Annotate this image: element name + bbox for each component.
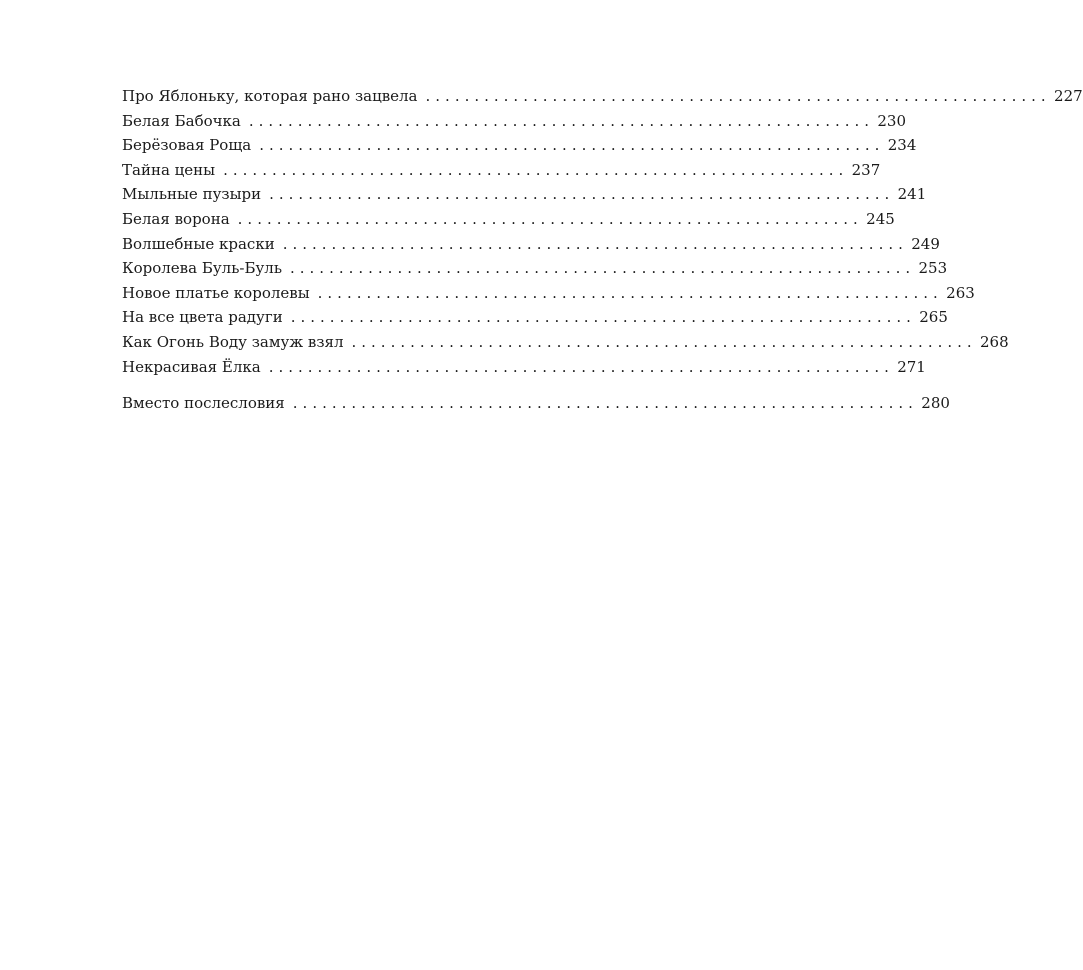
dot-leader: ................................................................ xyxy=(269,185,895,204)
toc-entry-page: 227 xyxy=(1054,87,1083,105)
toc-entry-page: 234 xyxy=(887,136,917,155)
toc-entry-title: Новое платье королевы xyxy=(122,283,310,302)
toc-entry xyxy=(122,256,948,281)
dot-leader: ................................................................ xyxy=(425,87,1051,105)
toc-entry xyxy=(122,109,907,134)
toc-entry-title: Про Яблоньку, которая рано зацвела xyxy=(122,87,418,105)
toc-entry-title: Белая ворона xyxy=(122,209,230,228)
toc-entry-page: 245 xyxy=(866,209,895,228)
toc-entry xyxy=(122,391,950,416)
toc-entry xyxy=(122,182,927,207)
toc-entry xyxy=(122,281,975,306)
toc-entry xyxy=(122,84,1083,109)
toc-entry-title: Тайна цены xyxy=(122,160,216,179)
toc-entry-page: 241 xyxy=(897,185,927,204)
toc-entry xyxy=(122,355,926,380)
dot-leader: ................................................................ xyxy=(290,308,916,327)
toc-entry-page: 268 xyxy=(980,332,1009,351)
dot-leader: ................................................................ xyxy=(237,209,863,228)
toc-group-stories xyxy=(122,84,1083,379)
toc-entry xyxy=(122,158,881,183)
dot-leader: ................................................................ xyxy=(282,234,908,253)
toc-entry-title: На все цвета радуги xyxy=(122,308,283,327)
dot-leader: ................................................................ xyxy=(290,259,916,278)
toc-entry-title: Берёзовая Роща xyxy=(122,136,252,155)
table-of-contents xyxy=(122,84,1083,416)
toc-entry-title: Королева Буль-Буль xyxy=(122,259,282,278)
toc-entry xyxy=(122,207,895,232)
dot-leader: ................................................................ xyxy=(317,283,943,302)
toc-entry-page: 253 xyxy=(918,259,948,278)
toc-entry-page: 271 xyxy=(897,357,926,376)
toc-entry-title: Вместо послесловия xyxy=(122,394,285,413)
toc-entry xyxy=(122,330,1009,355)
dot-leader: ................................................................ xyxy=(248,111,875,130)
toc-entry-title: Некрасивая Ёлка xyxy=(122,357,261,376)
toc-entry-page: 249 xyxy=(911,234,940,253)
toc-entry-title: Как Огонь Воду замуж взял xyxy=(122,332,344,351)
toc-entry xyxy=(122,232,940,257)
toc-entry-title: Белая Бабочка xyxy=(122,111,241,130)
toc-entry xyxy=(122,133,917,158)
dot-leader: ................................................................ xyxy=(223,160,849,179)
toc-entry-page: 237 xyxy=(851,160,881,179)
toc-entry-page: 265 xyxy=(919,308,948,327)
dot-leader: ................................................................ xyxy=(268,357,894,376)
toc-entry-title: Волшебные краски xyxy=(122,234,275,253)
dot-leader: ................................................................ xyxy=(292,394,918,413)
dot-leader: ................................................................ xyxy=(259,136,885,155)
toc-group-afterword xyxy=(122,391,950,416)
toc-entry-page: 263 xyxy=(946,283,975,302)
toc-entry-title: Мыльные пузыри xyxy=(122,185,262,204)
toc-entry-page: 230 xyxy=(877,111,907,130)
dot-leader: ................................................................ xyxy=(351,332,977,351)
toc-entry-page: 280 xyxy=(921,394,950,413)
toc-entry xyxy=(122,305,948,330)
